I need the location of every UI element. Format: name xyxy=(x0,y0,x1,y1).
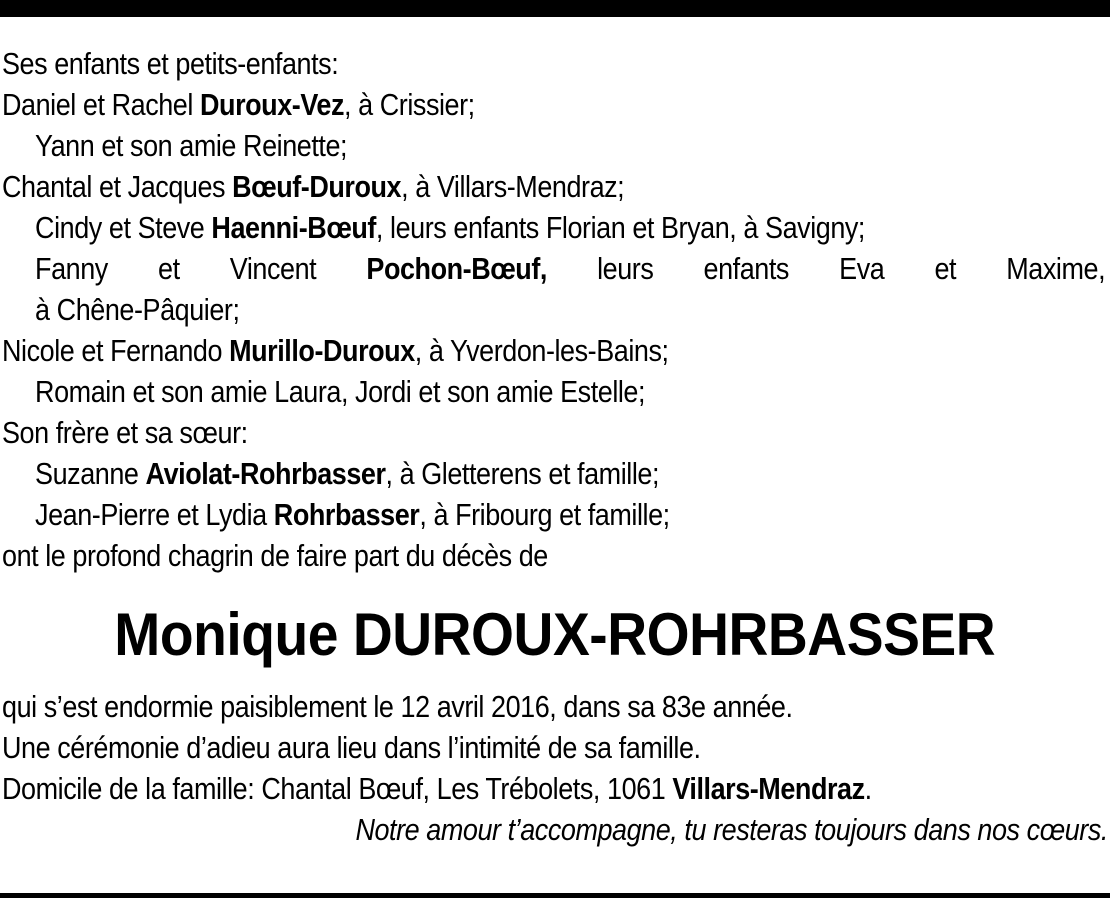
family-line xyxy=(2,84,964,125)
word: leurs xyxy=(597,251,654,286)
motto-text: Notre amour t’accompagne, tu resteras toujours dans nos cœurs. xyxy=(355,812,1108,847)
family-text: à Chêne-Pâquier; xyxy=(35,292,240,327)
family-line xyxy=(2,207,964,248)
sibling-surname: Aviolat-Rohrbasser xyxy=(145,456,386,491)
intro-line: Ses enfants et petits-enfants: xyxy=(2,46,339,81)
details-line: Une cérémonie d’adieu aura lieu dans l’intimité de sa famille. xyxy=(2,730,701,765)
family-surname: Pochon-Bœuf, xyxy=(366,251,547,286)
word: Maxime, xyxy=(1006,251,1106,286)
sibling-text: , à Fribourg et famille; xyxy=(419,497,670,532)
sibling-text: , à Gletterens et famille; xyxy=(385,456,660,491)
family-surname: Duroux-Vez xyxy=(199,87,345,122)
deceased-name-text: Monique DUROUX-ROHRBASSER xyxy=(114,601,996,668)
top-border-rule xyxy=(0,0,1110,17)
domicile-line xyxy=(2,768,964,809)
obituary-notice xyxy=(2,43,1108,850)
details-line: qui s’est endormie paisiblement le 12 avril 2016, dans sa 83e année. xyxy=(2,689,793,724)
sibling-text: Suzanne xyxy=(35,456,146,491)
family-line xyxy=(2,125,964,166)
family-surname: Murillo-Duroux xyxy=(229,333,415,368)
deceased-name xyxy=(2,591,1108,679)
family-line xyxy=(2,248,1106,289)
word: et xyxy=(158,251,180,286)
word: Vincent xyxy=(229,251,317,286)
family-text: , à Villars-Mendraz; xyxy=(401,169,625,204)
family-text: Nicole et Fernando xyxy=(2,333,230,368)
domicile-text: Domicile de la famille: Chantal Bœuf, Les Trébolets, 1061 xyxy=(2,771,673,806)
family-line xyxy=(2,371,964,412)
announcement-line: ont le profond chagrin de faire part du décès de xyxy=(2,538,548,573)
sibling-text: Jean-Pierre et Lydia xyxy=(35,497,274,532)
family-line xyxy=(2,330,964,371)
family-text: Cindy et Steve xyxy=(35,210,212,245)
domicile-place: Villars-Mendraz xyxy=(672,771,865,806)
family-line xyxy=(2,166,964,207)
siblings-intro-line: Son frère et sa sœur: xyxy=(2,415,248,450)
word: et xyxy=(934,251,957,286)
family-text: , à Crissier; xyxy=(344,87,475,122)
motto-line xyxy=(2,809,1108,850)
justified-line xyxy=(35,248,1105,289)
word: enfants xyxy=(703,251,789,286)
family-surname: Haenni-Bœuf xyxy=(211,210,376,245)
domicile-text: . xyxy=(864,771,872,806)
family-line xyxy=(2,289,964,330)
family-text: , leurs enfants Florian et Bryan, à Savigny; xyxy=(375,210,865,245)
word: Fanny xyxy=(35,251,108,286)
family-text: Daniel et Rachel xyxy=(2,87,200,122)
sibling-line xyxy=(2,494,964,535)
family-text: , à Yverdon-les-Bains; xyxy=(414,333,669,368)
family-text: Yann et son amie Reinette; xyxy=(35,128,348,163)
family-text: Chantal et Jacques xyxy=(2,169,233,204)
family-surname: Bœuf-Duroux xyxy=(232,169,402,204)
family-text: Romain et son amie Laura, Jordi et son amie Estelle; xyxy=(35,374,646,409)
bottom-border-rule xyxy=(0,893,1110,898)
word: Eva xyxy=(839,251,885,286)
sibling-line xyxy=(2,453,964,494)
sibling-surname: Rohrbasser xyxy=(273,497,420,532)
